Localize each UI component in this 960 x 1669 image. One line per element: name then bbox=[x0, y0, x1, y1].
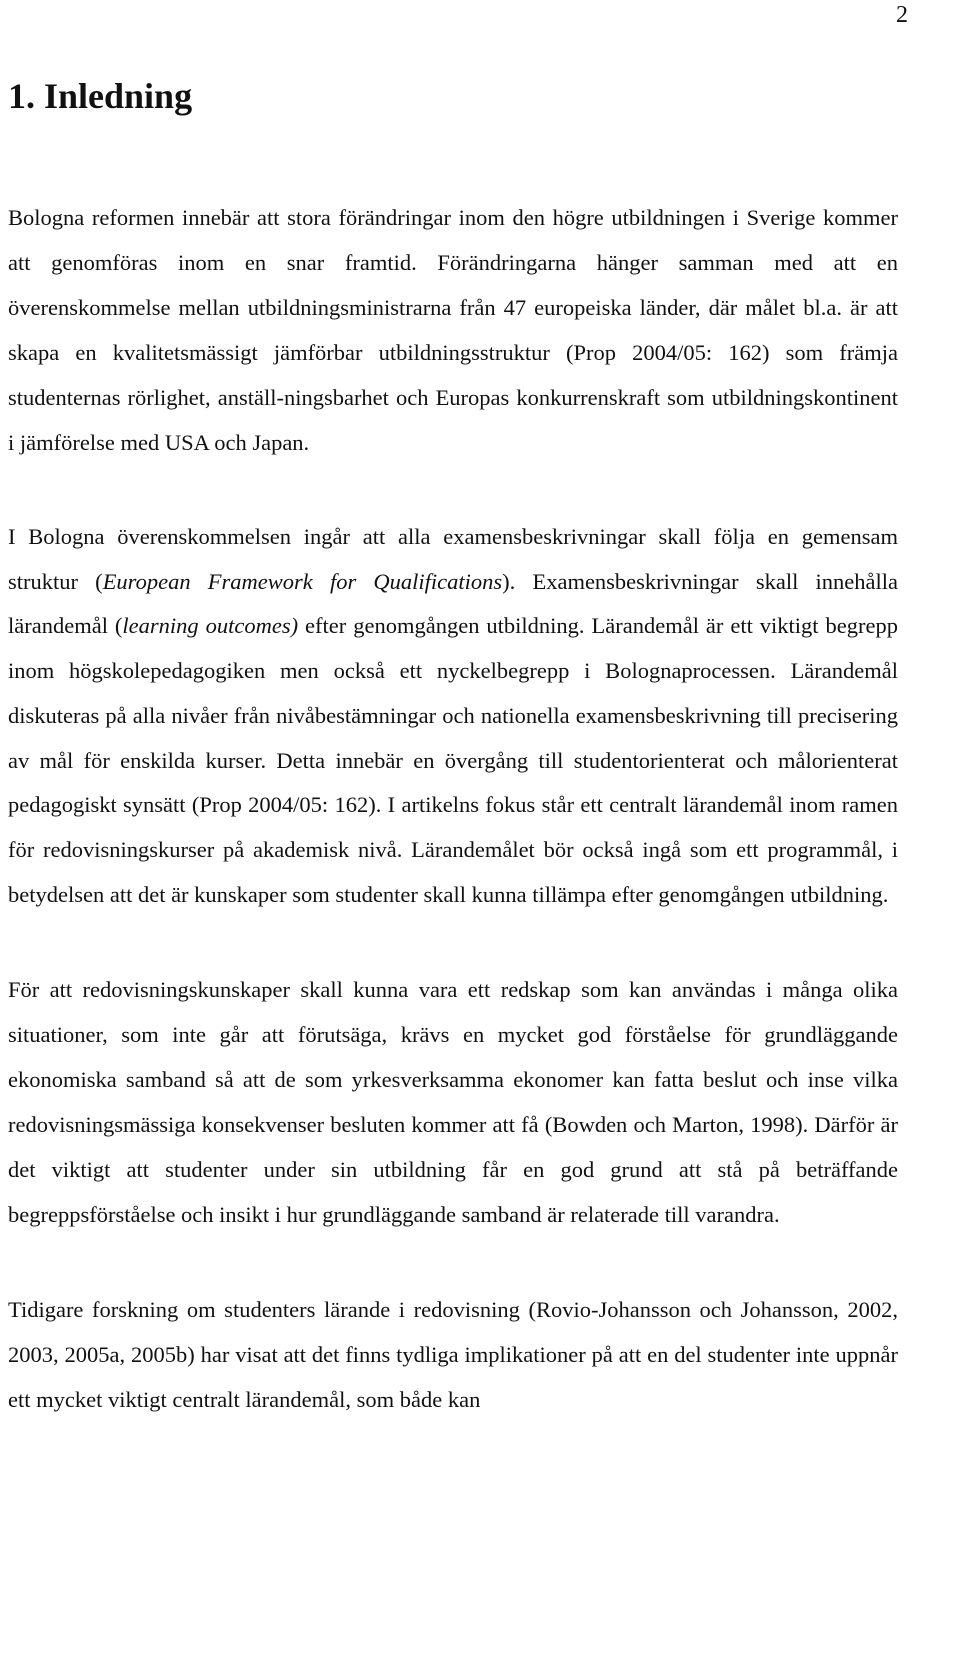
paragraph-2-part-2: ). Examensbeskrivningar skall innehålla lärandemål ( bbox=[8, 568, 898, 639]
paragraph-2-part-1: I Bologna överenskommelsen ingår att alla examensbeskrivningar skall följa en gemensam struktur ( bbox=[8, 524, 898, 594]
paragraph-1: Bologna reformen innebär att stora förändringar inom den högre utbildningen i Sverige kommer att genomföras inom en snar framtid. Förändringarna hänger samman med att en överenskommelse mellan utbildningsministrarna från 47 europeiska länder, där målet bl.a. är att skapa en kvalitetsmässigt jämförbar utbildningsstruktur (Prop 2004/05: 162) som främja studenternas rörlighet, anställ-ningsbarhet och Europas konkurrenskraft som utbildningskontinent i jämförelse med USA och Japan. bbox=[8, 205, 898, 455]
paragraph-2-part-3: efter genomgången utbildning. Lärandemål är ett viktigt begrepp inom högskolepedagogiken men också ett nyckelbegrepp i Bolognaprocessen. Lärandemål diskuteras på alla nivåer från nivåbestämningar och nationella examensbeskrivning till precisering av mål för enskilda kurser. Detta innebär en övergång till studentorienterat och målorienterat pedagogiskt synsätt (Prop 2004/05: 162). I artikelns fokus står ett centralt lärandemål inom ramen för redovisningskurser på akademisk nivå. Lärandemålet bör också ingå som ett programmål, i betydelsen att det är kunskaper som studenter skall kunna tillämpa efter genomgången utbildning. bbox=[8, 613, 898, 907]
body-text bbox=[8, 195, 898, 1472]
paragraph-2 bbox=[8, 515, 898, 917]
page-number: 2 bbox=[896, 2, 908, 28]
paragraph-2-italic-1: European Framework for Qualifications bbox=[102, 568, 503, 594]
section-heading: 1. Inledning bbox=[8, 76, 193, 116]
paragraph-3: För att redovisningskunskaper skall kunna vara ett redskap som kan användas i många olika situationer, som inte går att förutsäga, krävs en mycket god förståelse för grundläggande ekonomiska samband så att de som yrkesverksamma ekonomer kan fatta beslut och inse vilka redovisningsmässiga konsekvenser besluten kommer att få (Bowden och Marton, 1998). Därför är det viktigt att studenter under sin utbildning får en god grund att stå på beträffande begreppsförståelse och insikt i hur grundläggande samband är relaterade till varandra. bbox=[8, 977, 898, 1228]
paragraph-2-italic-2: learning outcomes) bbox=[122, 613, 299, 639]
paragraph-4: Tidigare forskning om studenters lärande i redovisning (Rovio-Johansson och Johansson, 2002, 2003, 2005a, 2005b) har visat att det finns tydliga implikationer på att en del studenter inte uppnår ett mycket viktigt centralt lärandemål, som både kan bbox=[8, 1297, 898, 1413]
